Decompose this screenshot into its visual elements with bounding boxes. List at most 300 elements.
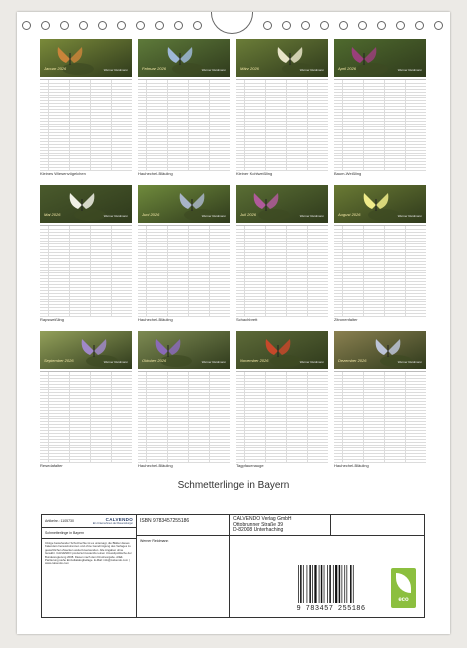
month-cell — [40, 185, 132, 327]
member-column-line — [188, 372, 189, 462]
day-row-line — [334, 427, 426, 428]
day-row-line — [40, 155, 132, 156]
day-row-line — [40, 375, 132, 376]
day-row-line — [40, 249, 132, 250]
day-row-line — [236, 456, 328, 457]
day-row-line — [40, 153, 132, 154]
day-row-line — [236, 241, 328, 242]
butterfly-photo — [138, 331, 230, 369]
barcode-bar — [300, 565, 302, 603]
day-row-line — [334, 287, 426, 288]
member-column-line — [363, 372, 364, 462]
calendar-title: Schmetterlinge in Bayern — [177, 480, 290, 491]
day-row-line — [138, 95, 230, 96]
day-row-line — [236, 161, 328, 162]
day-row-line — [236, 427, 328, 428]
member-column-line — [244, 226, 245, 316]
day-row-line — [138, 158, 230, 159]
leaf-icon — [396, 573, 411, 593]
binding-ring — [434, 21, 443, 30]
day-row-line — [236, 299, 328, 300]
month-day-grid — [334, 225, 426, 315]
day-row-line — [334, 106, 426, 107]
month-day-grid — [236, 79, 328, 169]
day-row-line — [40, 410, 132, 411]
day-row-line — [236, 135, 328, 136]
day-row-line — [40, 95, 132, 96]
member-column-line — [90, 226, 91, 316]
photo-month-title: April 2026 — [338, 66, 357, 71]
binding-ring — [320, 21, 329, 30]
binding-ring — [193, 21, 202, 30]
binding-ring — [22, 21, 31, 30]
day-row-line — [138, 453, 230, 454]
day-row-line — [334, 381, 426, 382]
day-row-line — [40, 287, 132, 288]
member-column-line — [405, 80, 406, 170]
day-row-line — [334, 398, 426, 399]
barcode-bar — [312, 565, 313, 603]
month-cell — [334, 39, 426, 181]
day-row-line — [334, 307, 426, 308]
butterfly-photo — [236, 39, 328, 77]
day-row-line — [334, 115, 426, 116]
day-row-line — [334, 424, 426, 425]
day-row-line — [40, 267, 132, 268]
member-column-line — [286, 80, 287, 170]
day-row-line — [138, 290, 230, 291]
day-row-line — [334, 284, 426, 285]
day-row-line — [138, 232, 230, 233]
day-row-line — [334, 433, 426, 434]
day-row-line — [138, 281, 230, 282]
day-row-line — [138, 447, 230, 448]
member-column-line — [209, 80, 210, 170]
day-row-line — [236, 401, 328, 402]
day-row-line — [236, 167, 328, 168]
spiral-binding — [17, 12, 450, 40]
day-row-line — [334, 290, 426, 291]
barcode — [294, 565, 368, 613]
day-row-line — [138, 161, 230, 162]
day-row-line — [138, 264, 230, 265]
binding-ring — [41, 21, 50, 30]
member-column-line — [342, 80, 343, 170]
butterfly-photo — [40, 185, 132, 223]
day-row-line — [236, 436, 328, 437]
article-number — [42, 515, 137, 528]
day-row-line — [236, 387, 328, 388]
day-row-line — [236, 238, 328, 239]
day-row-line — [40, 141, 132, 142]
day-row-line — [236, 112, 328, 113]
day-row-line — [236, 246, 328, 247]
day-row-line — [40, 238, 132, 239]
day-row-line — [138, 416, 230, 417]
member-column-line — [69, 372, 70, 462]
day-row-line — [236, 301, 328, 302]
day-row-line — [334, 83, 426, 84]
day-row-line — [334, 387, 426, 388]
day-row-line — [334, 401, 426, 402]
day-row-line — [40, 164, 132, 165]
day-row-line — [236, 389, 328, 390]
day-row-line — [236, 255, 328, 256]
barcode-bar — [344, 565, 345, 603]
day-row-line — [40, 442, 132, 443]
day-row-line — [138, 439, 230, 440]
day-row-line — [40, 301, 132, 302]
day-row-line — [138, 375, 230, 376]
day-row-line — [236, 89, 328, 90]
day-row-line — [334, 299, 426, 300]
day-row-line — [138, 135, 230, 136]
day-row-line — [334, 313, 426, 314]
month-cell — [236, 185, 328, 327]
binding-ring — [136, 21, 145, 30]
day-row-line — [334, 453, 426, 454]
day-row-line — [40, 299, 132, 300]
day-row-line — [236, 450, 328, 451]
day-row-line — [236, 275, 328, 276]
binding-ring — [358, 21, 367, 30]
day-row-line — [236, 97, 328, 98]
day-row-line — [40, 275, 132, 276]
barcode-bar — [324, 565, 325, 603]
member-column-line — [342, 372, 343, 462]
day-row-line — [40, 421, 132, 422]
butterfly-caption: Hauhechel-Bläuling — [334, 463, 369, 468]
day-row-line — [40, 278, 132, 279]
product-name: Schmetterlinge in Bayern — [42, 528, 137, 539]
binding-ring — [98, 21, 107, 30]
month-cell — [334, 331, 426, 473]
day-row-line — [40, 433, 132, 434]
day-row-line — [334, 296, 426, 297]
member-column-line — [265, 80, 266, 170]
barcode-number: 9 783457 255186 — [296, 605, 366, 613]
month-cell — [40, 39, 132, 181]
month-cell — [138, 39, 230, 181]
day-row-line — [138, 378, 230, 379]
day-row-line — [40, 418, 132, 419]
day-row-line — [40, 246, 132, 247]
day-row-line — [40, 144, 132, 145]
day-row-line — [236, 235, 328, 236]
day-row-line — [334, 135, 426, 136]
day-row-line — [138, 389, 230, 390]
day-row-line — [138, 381, 230, 382]
day-row-line — [334, 430, 426, 431]
photo-credit: Werner Reidmann — [103, 68, 128, 72]
day-row-line — [138, 267, 230, 268]
day-row-line — [334, 241, 426, 242]
day-row-line — [138, 284, 230, 285]
day-row-line — [236, 418, 328, 419]
binding-ring — [263, 21, 272, 30]
day-row-line — [236, 158, 328, 159]
day-row-line — [40, 138, 132, 139]
day-row-line — [236, 407, 328, 408]
day-row-line — [236, 126, 328, 127]
day-row-line — [138, 153, 230, 154]
day-row-line — [40, 126, 132, 127]
member-column-line — [90, 372, 91, 462]
day-row-line — [40, 439, 132, 440]
day-row-line — [334, 249, 426, 250]
day-row-line — [334, 164, 426, 165]
butterfly-caption: Baum-Weißling — [334, 171, 362, 176]
day-row-line — [334, 301, 426, 302]
day-row-line — [236, 83, 328, 84]
day-row-line — [138, 307, 230, 308]
member-column-line — [167, 372, 168, 462]
day-row-line — [138, 241, 230, 242]
month-day-grid — [334, 371, 426, 461]
photo-month-title: Februar 2026 — [142, 66, 167, 71]
day-row-line — [334, 459, 426, 460]
member-column-line — [342, 226, 343, 316]
photo-credit: Werner Reidmann — [397, 214, 422, 218]
day-row-line — [40, 436, 132, 437]
day-row-line — [138, 304, 230, 305]
butterfly-caption: Kleines Wiesenvögelchen — [40, 171, 86, 176]
day-row-line — [334, 109, 426, 110]
day-row-line — [138, 413, 230, 414]
day-row-line — [334, 89, 426, 90]
day-row-line — [138, 141, 230, 142]
day-row-line — [40, 395, 132, 396]
day-row-line — [138, 97, 230, 98]
member-column-line — [265, 226, 266, 316]
member-column-line — [286, 226, 287, 316]
member-column-line — [69, 226, 70, 316]
day-row-line — [40, 387, 132, 388]
day-row-line — [236, 232, 328, 233]
day-row-line — [334, 243, 426, 244]
barcode-bar — [314, 565, 316, 603]
day-row-line — [236, 307, 328, 308]
day-row-line — [40, 413, 132, 414]
day-row-line — [138, 86, 230, 87]
member-column-line — [209, 226, 210, 316]
month-cell — [236, 39, 328, 181]
photo-credit: Werner Reidmann — [103, 360, 128, 364]
day-row-line — [40, 167, 132, 168]
day-row-line — [138, 89, 230, 90]
day-row-line — [40, 261, 132, 262]
day-row-line — [138, 109, 230, 110]
day-row-line — [40, 129, 132, 130]
binding-ring — [117, 21, 126, 30]
butterfly-caption: Hauhechel-Bläuling — [138, 463, 173, 468]
day-row-line — [236, 413, 328, 414]
day-row-line — [40, 135, 132, 136]
publisher-line-2: Ottobrunner Straße 39 — [233, 521, 284, 528]
day-row-line — [236, 459, 328, 460]
day-row-line — [40, 115, 132, 116]
day-row-line — [40, 384, 132, 385]
day-row-line — [236, 261, 328, 262]
day-row-line — [138, 144, 230, 145]
day-row-line — [40, 97, 132, 98]
day-row-line — [236, 121, 328, 122]
day-row-line — [138, 421, 230, 422]
day-row-line — [334, 304, 426, 305]
day-row-line — [334, 445, 426, 446]
photo-month-title: Juli 2026 — [240, 212, 257, 217]
day-row-line — [236, 293, 328, 294]
barcode-bar — [329, 565, 331, 603]
day-row-line — [334, 232, 426, 233]
photo-month-title: August 2026 — [338, 212, 361, 217]
day-row-line — [40, 272, 132, 273]
member-column-line — [48, 80, 49, 170]
day-row-line — [40, 290, 132, 291]
barcode-bar — [303, 565, 304, 603]
day-row-line — [236, 86, 328, 87]
day-row-line — [334, 126, 426, 127]
day-row-line — [334, 404, 426, 405]
day-row-line — [236, 313, 328, 314]
day-row-line — [40, 124, 132, 125]
photo-credit: Werner Reidmann — [201, 360, 226, 364]
day-row-line — [40, 106, 132, 107]
member-column-line — [384, 80, 385, 170]
member-column-line — [111, 372, 112, 462]
day-row-line — [236, 252, 328, 253]
month-cell — [138, 185, 230, 327]
day-row-line — [236, 249, 328, 250]
day-row-line — [236, 375, 328, 376]
info-right-column — [330, 515, 424, 536]
day-row-line — [40, 89, 132, 90]
day-row-line — [138, 255, 230, 256]
day-row-line — [138, 456, 230, 457]
day-row-line — [40, 258, 132, 259]
day-row-line — [138, 275, 230, 276]
day-row-line — [40, 284, 132, 285]
publisher-address — [230, 515, 330, 536]
day-row-line — [138, 235, 230, 236]
month-cell — [236, 331, 328, 473]
day-row-line — [40, 132, 132, 133]
publisher-line-3: D-82008 Unterhaching — [233, 527, 284, 534]
day-row-line — [40, 459, 132, 460]
day-row-line — [40, 450, 132, 451]
day-row-line — [40, 109, 132, 110]
day-row-line — [138, 164, 230, 165]
calendar-sheet — [17, 12, 450, 634]
binding-ring — [155, 21, 164, 30]
day-row-line — [40, 281, 132, 282]
day-row-line — [138, 287, 230, 288]
day-row-line — [334, 103, 426, 104]
day-row-line — [334, 86, 426, 87]
day-row-line — [334, 442, 426, 443]
member-column-line — [363, 80, 364, 170]
day-row-line — [334, 418, 426, 419]
member-column-line — [167, 80, 168, 170]
day-row-line — [138, 450, 230, 451]
day-row-line — [236, 153, 328, 154]
day-row-line — [236, 384, 328, 385]
day-row-line — [40, 378, 132, 379]
day-row-line — [236, 147, 328, 148]
day-row-line — [236, 138, 328, 139]
day-row-line — [40, 158, 132, 159]
day-row-line — [334, 129, 426, 130]
day-row-line — [334, 378, 426, 379]
month-cell — [138, 331, 230, 473]
day-row-line — [138, 299, 230, 300]
day-row-line — [334, 384, 426, 385]
barcode-bar — [346, 565, 347, 603]
member-column-line — [111, 80, 112, 170]
day-row-line — [138, 118, 230, 119]
binding-ring — [174, 21, 183, 30]
day-row-line — [236, 421, 328, 422]
day-row-line — [40, 235, 132, 236]
day-row-line — [40, 416, 132, 417]
day-row-line — [138, 124, 230, 125]
day-row-line — [334, 118, 426, 119]
binding-ring — [396, 21, 405, 30]
barcode-bar — [307, 565, 308, 603]
photo-credit: Werner Reidmann — [201, 214, 226, 218]
binding-ring — [415, 21, 424, 30]
binding-ring — [339, 21, 348, 30]
day-row-line — [334, 395, 426, 396]
day-row-line — [138, 92, 230, 93]
day-row-line — [40, 86, 132, 87]
barcode-bar — [298, 565, 299, 603]
day-row-line — [236, 453, 328, 454]
day-row-line — [40, 293, 132, 294]
day-row-line — [40, 392, 132, 393]
day-row-line — [138, 270, 230, 271]
day-row-line — [138, 112, 230, 113]
member-column-line — [384, 226, 385, 316]
info-left-column — [42, 515, 137, 617]
day-row-line — [236, 410, 328, 411]
day-row-line — [236, 258, 328, 259]
member-column-line — [209, 372, 210, 462]
butterfly-caption: Kleiner Kohlweißling — [236, 171, 273, 176]
calvendo-logo: CALVENDO — [105, 517, 133, 522]
barcode-bar — [342, 565, 343, 603]
day-row-line — [138, 384, 230, 385]
day-row-line — [138, 167, 230, 168]
day-row-line — [236, 270, 328, 271]
photo-credit: Werner Reidmann — [299, 214, 324, 218]
day-row-line — [334, 261, 426, 262]
day-row-line — [236, 267, 328, 268]
day-row-line — [334, 278, 426, 279]
day-row-line — [40, 381, 132, 382]
member-column-line — [384, 372, 385, 462]
member-column-line — [111, 226, 112, 316]
day-row-line — [334, 150, 426, 151]
day-row-line — [138, 249, 230, 250]
photo-month-title: Mai 2026 — [44, 212, 61, 217]
butterfly-photo — [334, 39, 426, 77]
day-row-line — [334, 264, 426, 265]
day-row-line — [236, 447, 328, 448]
day-row-line — [236, 395, 328, 396]
day-row-line — [236, 416, 328, 417]
butterfly-photo — [334, 185, 426, 223]
